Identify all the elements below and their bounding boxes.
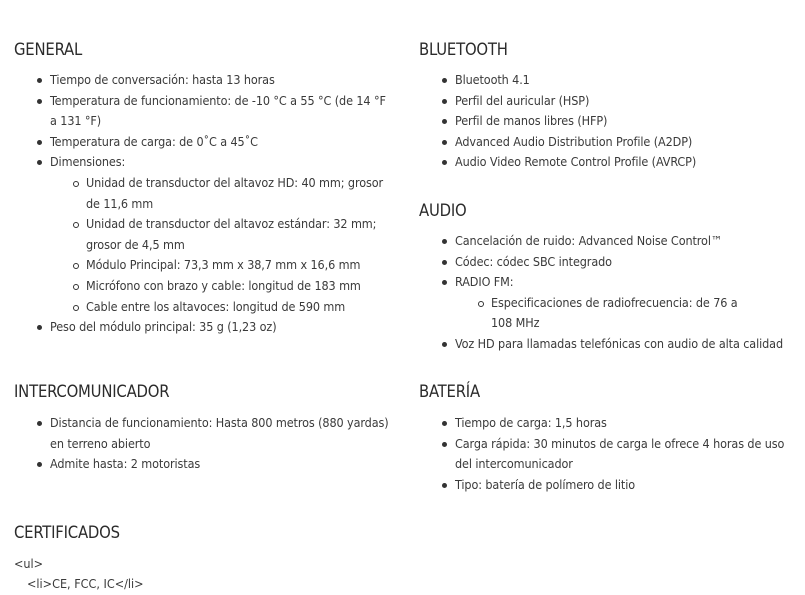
list-item: Cancelación de ruido: Advanced Noise Control™ <box>455 231 805 252</box>
list-item: Unidad de transductor del altavoz HD: 40 mm; grosor de 11,6 mm <box>86 173 394 214</box>
list-item: Voz HD para llamadas telefónicas con audio de alta calidad <box>455 334 805 355</box>
battery-list <box>419 413 799 495</box>
list-item: Cable entre los altavoces: longitud de 590 mm <box>86 297 394 318</box>
list-item: Perfil de manos libres (HFP) <box>455 111 799 132</box>
list-item: Temperatura de funcionamiento: de -10 °C a 55 °C (de 14 °F a 131 °F) <box>50 91 394 132</box>
list-item: Admite hasta: 2 motoristas <box>50 454 394 475</box>
certificates-raw-line-2: <li>CE, FCC, IC</li> <box>27 576 144 591</box>
dimensions-label: Dimensiones: <box>50 154 126 170</box>
list-item <box>455 272 805 334</box>
audio-heading: AUDIO <box>419 201 467 220</box>
list-item: Especificaciones de radiofrecuencia: de 76 a 108 MHz <box>491 293 751 334</box>
certificates-raw-line-1: <ul> <box>14 556 44 571</box>
list-item: Peso del módulo principal: 35 g (1,23 oz) <box>50 317 394 338</box>
list-item: Tipo: batería de polímero de litio <box>455 475 799 496</box>
list-item: Unidad de transductor del altavoz estándar: 32 mm; grosor de 4,5 mm <box>86 214 394 255</box>
list-item: Perfil del auricular (HSP) <box>455 91 799 112</box>
dimensions-list <box>50 173 394 317</box>
list-item: Micrófono con brazo y cable: longitud de 183 mm <box>86 276 394 297</box>
bluetooth-heading: BLUETOOTH <box>419 40 508 59</box>
list-item: Advanced Audio Distribution Profile (A2DP) <box>455 132 799 153</box>
intercom-heading: INTERCOMUNICADOR <box>14 382 170 401</box>
list-item: Tiempo de conversación: hasta 13 horas <box>50 70 394 91</box>
audio-list <box>419 231 805 355</box>
intercom-list <box>14 413 394 475</box>
radio-fm-list <box>455 293 751 334</box>
list-item: Distancia de funcionamiento: Hasta 800 metros (880 yardas) en terreno abierto <box>50 413 394 454</box>
bluetooth-list <box>419 70 799 173</box>
battery-heading: BATERÍA <box>419 382 480 401</box>
list-item <box>50 152 394 317</box>
certificates-heading: CERTIFICADOS <box>14 523 120 542</box>
list-item: Temperatura de carga: de 0˚C a 45˚C <box>50 132 394 153</box>
radio-fm-label: RADIO FM: <box>455 274 514 290</box>
list-item: Tiempo de carga: 1,5 horas <box>455 413 799 434</box>
general-list <box>14 70 394 338</box>
list-item: Bluetooth 4.1 <box>455 70 799 91</box>
general-heading: GENERAL <box>14 40 83 59</box>
list-item: Módulo Principal: 73,3 mm x 38,7 mm x 16,6 mm <box>86 255 394 276</box>
list-item: Audio Video Remote Control Profile (AVRCP) <box>455 152 799 173</box>
list-item: Códec: códec SBC integrado <box>455 252 805 273</box>
list-item: Carga rápida: 30 minutos de carga le ofrece 4 horas de uso del intercomunicador <box>455 434 799 475</box>
